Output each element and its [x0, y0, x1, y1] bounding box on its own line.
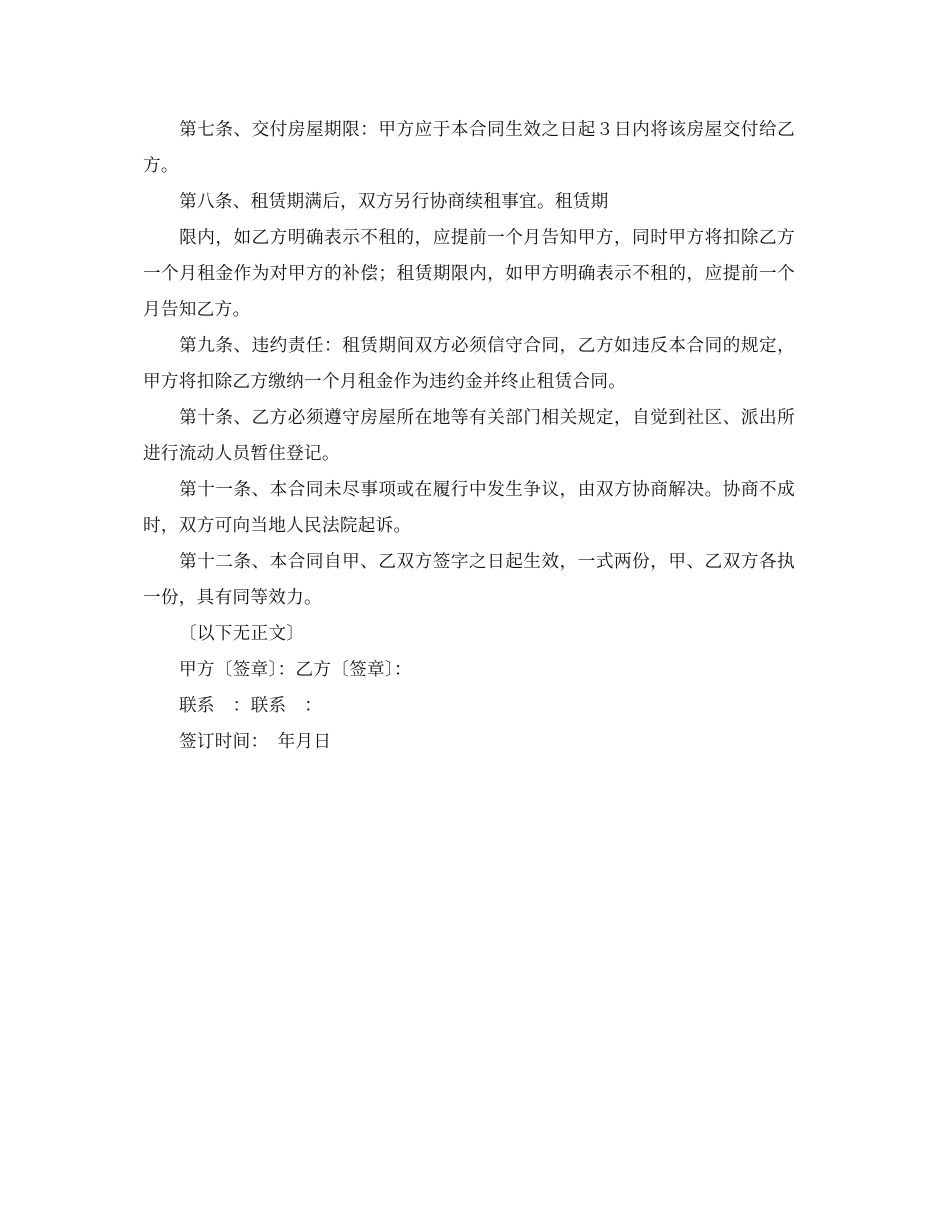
signature-line: 甲方〔签章〕：乙方〔签章〕：: [179, 660, 412, 680]
article-8-continued: 限内，如乙方明确表示不租的，应提前一个月告知甲方，同时甲方将扣除乙方一个月租金作为对甲方的补偿；租赁期限内，如甲方明确表示不租的，应提前一个月告知乙方。: [143, 228, 795, 320]
article-11: 第十一条、本合同未尽事项或在履行中发生争议，由双方协商解决。协商不成时，双方可向当地人民法院起诉。: [143, 480, 795, 536]
article-10: 第十条、乙方必须遵守房屋所在地等有关部门相关规定，自觉到社区、派出所进行流动人员暂住登记。: [143, 408, 795, 464]
article-9: 第九条、违约责任：租赁期间双方必须信守合同，乙方如违反本合同的规定，甲方将扣除乙方缴纳一个月租金作为违约金并终止租赁合同。: [143, 336, 795, 392]
no-further-text: 〔以下无正文〕: [179, 624, 305, 644]
article-12: 第十二条、本合同自甲、乙双方签字之日起生效，一式两份，甲、乙双方各执一份，具有同等效力。: [143, 552, 795, 608]
signing-date-line: 签订时间： 年月日: [179, 732, 332, 752]
article-7: 第七条、交付房屋期限：甲方应于本合同生效之日起３日内将该房屋交付给乙方。: [143, 120, 795, 176]
contact-line: 联系 ：联系 ：: [179, 696, 323, 716]
article-8: 第八条、租赁期满后，双方另行协商续租事宜。租赁期: [179, 192, 609, 212]
contract-page: [143, 112, 795, 760]
